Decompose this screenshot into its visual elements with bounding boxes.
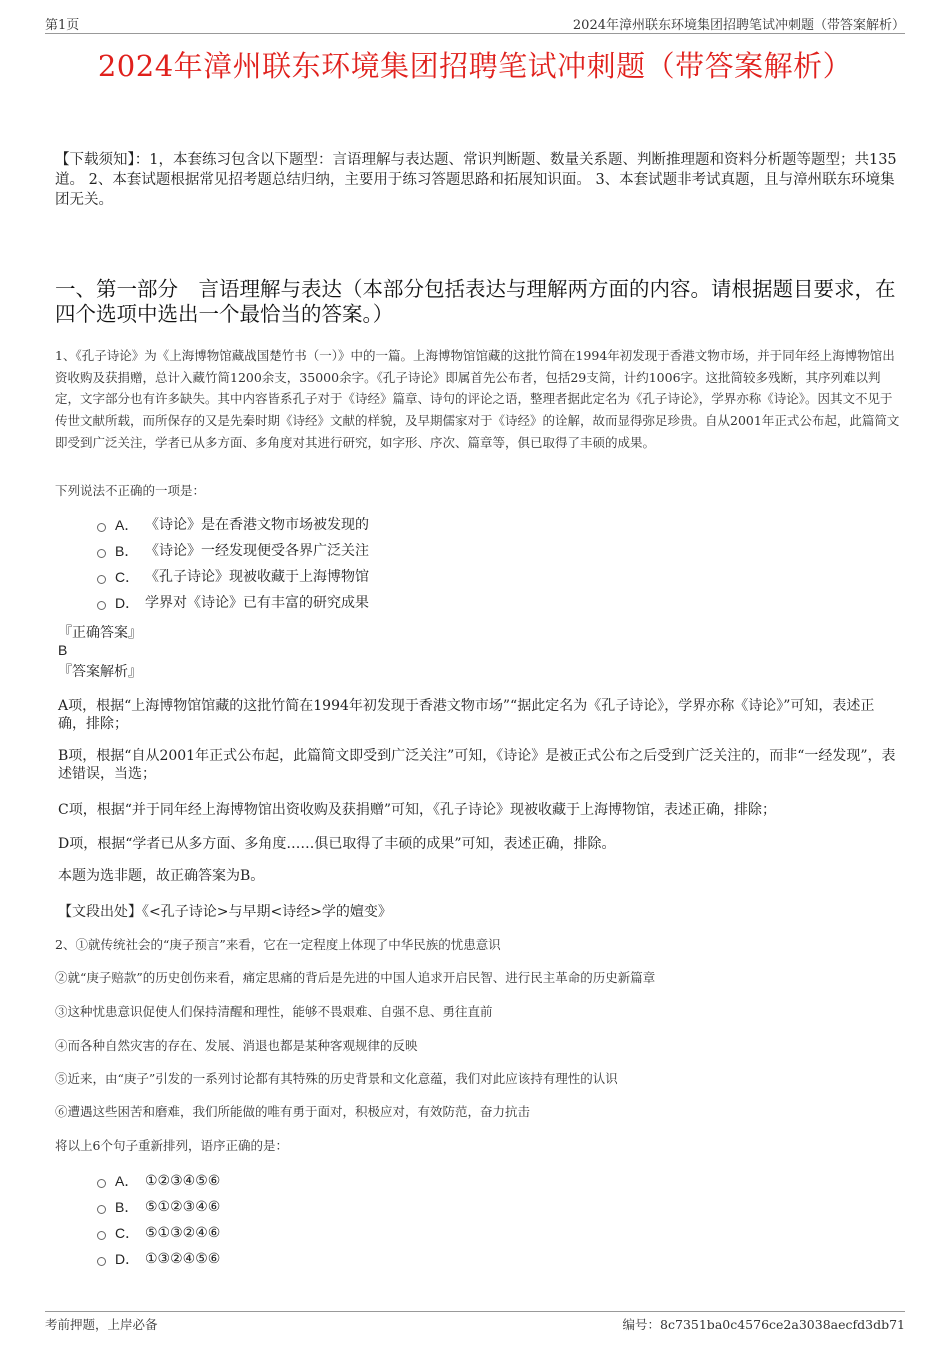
analysis-label: 『答案解析』 [58,664,142,680]
option-letter: A． [115,1173,139,1189]
q2-option-a[interactable] [97,1171,220,1191]
option-text: 《诗论》是在香港文物市场被发现的 [145,517,369,533]
option-text: 《诗论》一经发现便受各界广泛关注 [145,543,369,559]
source-citation: 【文段出处】《<孔子诗论>与早期<诗经>学的嬗变》 [58,904,392,920]
radio-icon[interactable] [97,575,106,584]
section-heading: 一、第一部分 言语理解与表达（本部分包括表达与理解两方面的内容。请根据题目要求，在四个选项中选出一个最恰当的答案。） [55,277,896,326]
q2-question: 将以上6个句子重新排列，语序正确的是： [55,1138,288,1153]
option-text: ⑤①③②④⑥ [145,1225,221,1241]
q2-sentence-1: 2、①就传统社会的“庚子预言”来看，它在一定程度上体现了中华民族的忧患意识 [55,937,501,952]
radio-icon[interactable] [97,1205,106,1214]
q2-option-c[interactable] [97,1223,220,1243]
option-text: 学界对《诗论》已有丰富的研究成果 [145,595,369,611]
q2-option-d[interactable] [97,1249,220,1269]
radio-icon[interactable] [97,601,106,610]
option-letter: A． [115,517,139,533]
radio-icon[interactable] [97,1257,106,1266]
option-text: 《孔子诗论》现被收藏于上海博物馆 [145,569,369,585]
option-letter: C． [115,569,140,585]
q2-sentence-4: ④而各种自然灾害的存在、发展、消退也都是某种客观规律的反映 [55,1038,418,1053]
analysis-d: D项，根据“学者已从多方面、多角度……俱已取得了丰硕的成果”可知，表述正确，排除。 [58,836,616,852]
answer-label: 『正确答案』 [58,625,142,641]
option-letter: D． [115,1251,140,1267]
q2-sentence-3: ③这种忧患意识促使人们保持清醒和理性，能够不畏艰难、自强不息、勇往直前 [55,1004,493,1019]
page-title: 2024年漳州联东环境集团招聘笔试冲刺题（带答案解析） [97,49,853,83]
option-letter: D． [115,595,140,611]
q2-option-b[interactable] [97,1197,220,1217]
header-page-number: 第1页 [45,18,80,33]
download-notice: 【下载须知】：1，本套练习包含以下题型：言语理解与表达题、常识判断题、数量关系题、判断推理题和资料分析题等题型；共135道。 2、本套试题根据常见招考题总结归纳，主要用于练习答题思路和拓展知识面。 3、本套试题非考试真题，且与漳州联东环境集团无关。 [55,152,897,208]
radio-icon[interactable] [97,1231,106,1240]
radio-icon[interactable] [97,523,106,532]
radio-icon[interactable] [97,1179,106,1188]
footer-slogan: 考前押题，上岸必备 [45,1317,158,1332]
header-rule [45,33,905,34]
q1-option-d[interactable] [97,593,369,613]
q1-stem: 1、《孔子诗论》为《上海博物馆藏战国楚竹书（一）》中的一篇。上海博物馆馆藏的这批竹简在1994年初发现于香港文物市场，并于同年经上海博物馆出资收购及获捐赠，总计入藏竹简1200余支，35000余字。《孔子诗论》即属首先公布者，包括29支简，计约1006字。这批简较多残断，其序列难以判定，文字部分也有许多缺失。其中内容皆系孔子对于《诗经》篇章、诗句的评论之语，整理者据此定名为《孔子诗论》，学界亦称《诗论》。因其文不见于传世文献所载，而所保存的又是先秦时期《诗经》文献的样貌，及早期儒家对于《诗经》的诠解，故而显得弥足珍贵。自从2001年正式公布起，此篇简文即受到广泛关注，学者已从多方面、多角度对其进行研究，如字形、序次、篇章等，俱已取得了丰硕的成果。 [55,348,900,450]
option-text: ①③②④⑤⑥ [145,1251,221,1267]
radio-icon[interactable] [97,549,106,558]
analysis-b: B项，根据“自从2001年正式公布起，此篇简文即受到广泛关注”可知，《诗论》是被正式公布之后受到广泛关注的，而非“一经发现”，表述错误，当选； [58,748,896,782]
footer-doc-id: 编号：8c7351ba0c4576ce2a3038aecfd3db71 [622,1317,905,1332]
q1-option-b[interactable] [97,541,369,561]
q1-option-a[interactable] [97,515,369,535]
q1-question: 下列说法不正确的一项是： [55,483,206,498]
option-letter: B． [115,1199,139,1215]
analysis-conclusion: 本题为选非题，故正确答案为B。 [58,868,265,884]
q1-option-c[interactable] [97,567,369,587]
footer-rule [45,1311,905,1312]
option-letter: B． [115,543,139,559]
answer-value: B [58,642,68,658]
q2-sentence-5: ⑤近来，由“庚子”引发的一系列讨论都有其特殊的历史背景和文化意蕴，我们对此应该持有理性的认识 [55,1071,618,1086]
analysis-a: A项，根据“上海博物馆馆藏的这批竹简在1994年初发现于香港文物市场”“据此定名为《孔子诗论》，学界亦称《诗论》”可知，表述正确，排除； [58,698,875,732]
option-text: ①②③④⑤⑥ [145,1173,221,1189]
q2-sentence-6: ⑥遭遇这些困苦和磨难，我们所能做的唯有勇于面对，积极应对，有效防范，奋力抗击 [55,1104,531,1119]
option-text: ⑤①②③④⑥ [145,1199,221,1215]
q2-sentence-2: ②就“庚子赔款”的历史创伤来看，痛定思痛的背后是先进的中国人追求开启民智、进行民主革命的历史新篇章 [55,970,656,985]
option-letter: C． [115,1225,140,1241]
analysis-c: C项，根据“并于同年经上海博物馆出资收购及获捐赠”可知，《孔子诗论》现被收藏于上海博物馆，表述正确，排除； [58,802,777,818]
header-doc-title: 2024年漳州联东环境集团招聘笔试冲刺题（带答案解析） [572,18,905,33]
